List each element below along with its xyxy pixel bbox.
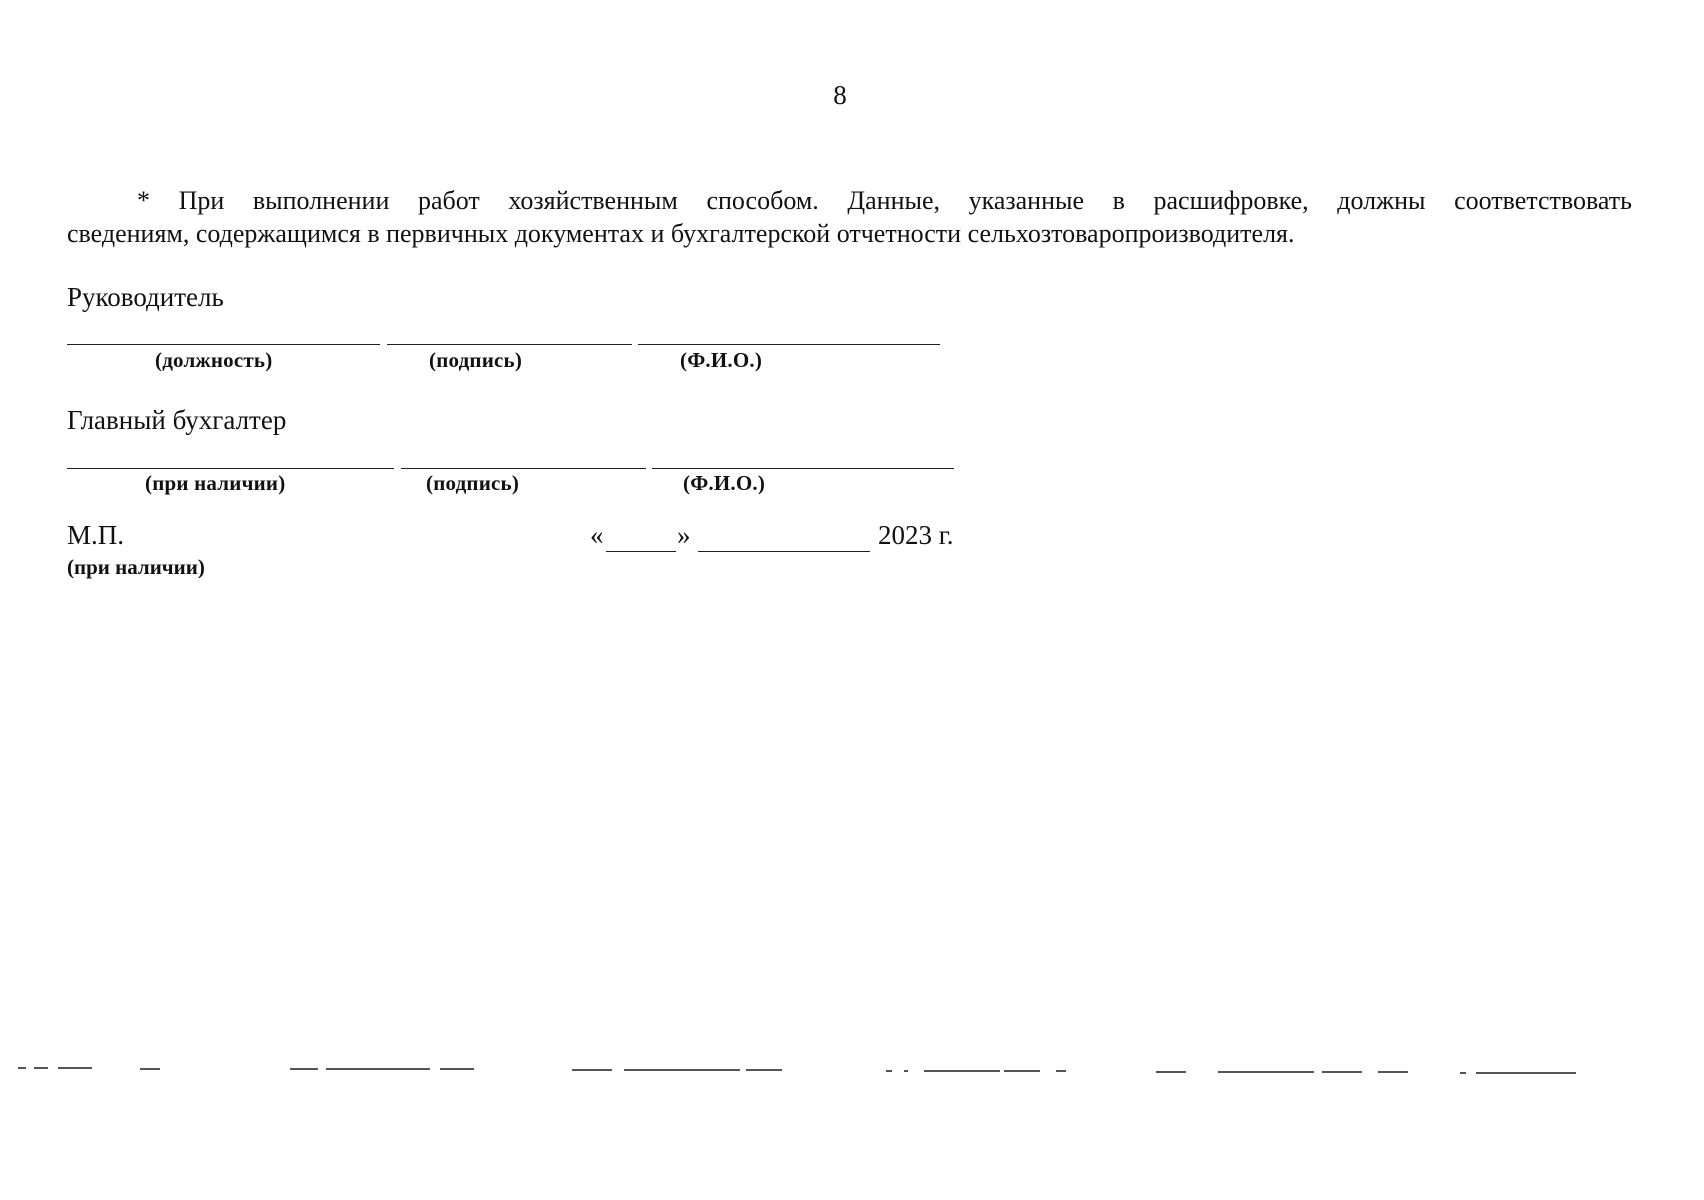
scan-dash bbox=[1004, 1070, 1040, 1072]
scan-dash bbox=[1322, 1071, 1362, 1073]
date-month-line[interactable] bbox=[698, 551, 870, 552]
scan-dash bbox=[1378, 1071, 1408, 1073]
scan-dash bbox=[1056, 1070, 1066, 1072]
footnote-line-2: сведениям, содержащимся в первичных документах и бухгалтерской отчетности сельхозтоваропроизводителя. bbox=[67, 219, 1295, 248]
stamp-label: М.П. bbox=[67, 520, 125, 550]
accountant-name-line[interactable] bbox=[652, 468, 954, 469]
scan-dash bbox=[290, 1068, 318, 1070]
scan-dash bbox=[746, 1069, 782, 1071]
page-number: 8 bbox=[833, 80, 847, 110]
date-day-line[interactable] bbox=[606, 551, 676, 552]
scan-dash bbox=[624, 1069, 740, 1071]
scan-dash bbox=[440, 1068, 474, 1070]
date-year: 2023 г. bbox=[878, 520, 954, 550]
scan-dash bbox=[572, 1069, 612, 1071]
scan-dash bbox=[326, 1068, 430, 1070]
head-position-line[interactable] bbox=[67, 344, 380, 345]
head-signature-line[interactable] bbox=[387, 344, 632, 345]
scan-dash bbox=[1476, 1072, 1576, 1074]
scan-dash bbox=[886, 1070, 892, 1072]
scan-dash bbox=[18, 1067, 26, 1069]
scan-dash bbox=[1460, 1072, 1466, 1074]
scan-dash bbox=[1218, 1071, 1314, 1073]
accountant-title: Главный бухгалтер bbox=[67, 405, 287, 435]
scan-dash bbox=[924, 1070, 1000, 1072]
accountant-signature-line[interactable] bbox=[401, 468, 646, 469]
head-position-caption: (должность) bbox=[155, 348, 273, 372]
stamp-note: (при наличии) bbox=[67, 555, 205, 579]
date-open-quote: « bbox=[590, 520, 604, 550]
accountant-signature-caption: (подпись) bbox=[426, 471, 520, 495]
head-name-caption: (Ф.И.О.) bbox=[680, 348, 763, 372]
head-signature-caption: (подпись) bbox=[429, 348, 523, 372]
scan-dash bbox=[58, 1067, 92, 1069]
footnote bbox=[67, 184, 1632, 250]
accountant-name-caption: (Ф.И.О.) bbox=[683, 471, 766, 495]
scan-dash bbox=[34, 1067, 48, 1069]
accountant-position-line[interactable] bbox=[67, 468, 394, 469]
head-name-line[interactable] bbox=[638, 344, 940, 345]
footnote-line-1: * При выполнении работ хозяйственным способом. Данные, указанные в расшифровке, должны соответствовать bbox=[137, 186, 1632, 215]
scan-dash bbox=[1156, 1071, 1186, 1073]
date-close-quote: » bbox=[677, 520, 691, 550]
scan-dash bbox=[904, 1070, 908, 1072]
scan-dash bbox=[140, 1068, 160, 1070]
head-title: Руководитель bbox=[67, 282, 224, 312]
accountant-position-caption: (при наличии) bbox=[145, 471, 286, 495]
